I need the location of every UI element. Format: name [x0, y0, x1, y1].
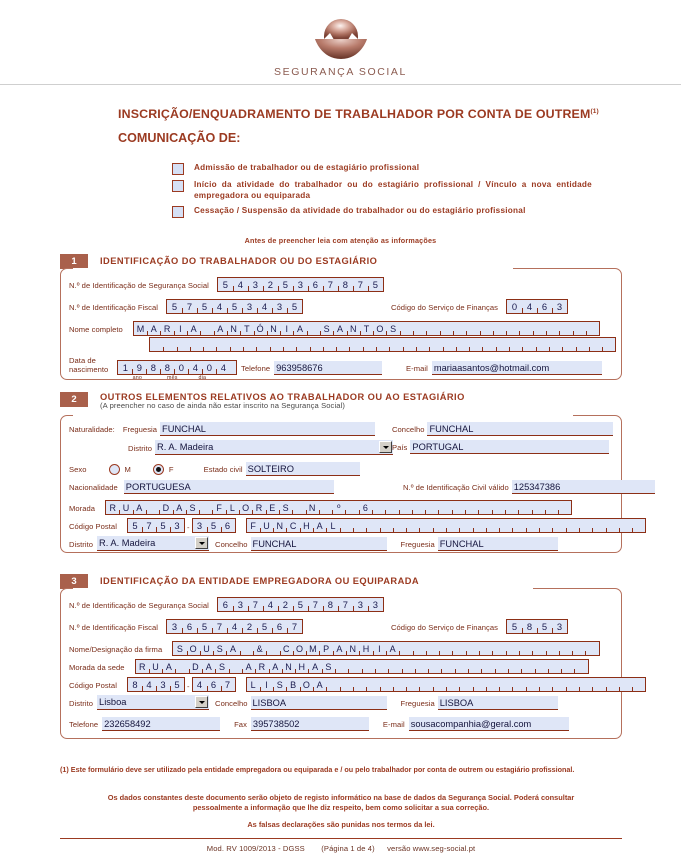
s2-sexo-label: Sexo [69, 464, 87, 474]
section-2-body [60, 415, 622, 553]
s3-cp-localidade[interactable]: L I S B O A [246, 677, 647, 692]
s2-freguesia2-label: Freguesia [400, 540, 435, 549]
footer-meta [60, 844, 622, 853]
s2-distrito-value: R. A. Madeira [157, 442, 214, 452]
option-label: Admissão de trabalhador ou de estagiário profissional [194, 163, 420, 172]
s1-niss-label: N.º de Identificação de Segurança Social [69, 281, 209, 290]
s3-firma-label: Nome/Designação da firma [69, 645, 163, 654]
chevron-down-icon[interactable] [195, 537, 208, 549]
s2-estado-civil-value[interactable]: SOLTEIRO [246, 462, 360, 476]
chevron-down-icon[interactable] [195, 696, 208, 708]
section-1-title: IDENTIFICAÇÃO DO TRABALHADOR OU DO ESTAGIÁRIO [100, 256, 378, 266]
brand-header [0, 6, 681, 78]
s1-mini-dia: dia [198, 375, 207, 381]
s3-nif-value[interactable]: 3 6 5 7 4 2 5 6 7 [166, 619, 303, 634]
s2-distrito-label: Distrito [128, 444, 153, 453]
footer-privacy [60, 793, 622, 830]
s2-freguesia-value[interactable]: FUNCHAL [160, 422, 375, 436]
s1-data-label-1: Data de [69, 356, 96, 365]
s1-niss-value[interactable]: 5 4 3 2 5 3 6 7 8 7 5 [217, 277, 384, 292]
s2-cp-localidade[interactable]: F U N C H A L [246, 518, 647, 533]
s3-distrito-select[interactable] [97, 695, 209, 710]
s3-nif-label: N.º de Identificação Fiscal [69, 623, 158, 632]
s2-morada-label: Morada [69, 504, 96, 513]
checkbox-inicio-atividade[interactable] [172, 180, 184, 192]
s2-concelho-value[interactable]: FUNCHAL [427, 422, 613, 436]
s3-email-label: E-mail [382, 720, 405, 729]
section-3 [60, 573, 622, 739]
footer-note [60, 765, 622, 774]
s3-freguesia-label: Freguesia [400, 699, 435, 708]
s3-fax-label: Fax [234, 720, 247, 729]
radio-sexo-f[interactable] [153, 464, 164, 475]
s3-email-value[interactable]: sousacompanhia@geral.com [409, 717, 569, 731]
s1-email-label: E-mail [406, 364, 428, 373]
header-divider [0, 84, 681, 85]
s3-cp-separator: - [186, 682, 190, 691]
s1-nome-value[interactable]: M A R I A A N T Ó N I A S A N T O S [133, 321, 600, 336]
page-title [118, 107, 599, 121]
s3-morada-label: Morada da sede [69, 663, 125, 672]
page-title-footnote: (1) [590, 107, 599, 115]
s2-distrito-select[interactable] [155, 440, 393, 455]
checkbox-admissao[interactable] [172, 163, 184, 175]
s3-fax-value[interactable]: 395738502 [251, 717, 369, 731]
s2-freguesia-label: Freguesia [122, 425, 158, 434]
s1-telefone-value[interactable]: 963958676 [274, 361, 382, 375]
s2-sexo-f-label: F [168, 464, 174, 474]
s3-niss-label: N.º de Identificação de Segurança Social [69, 601, 209, 610]
section-3-body [60, 588, 622, 739]
s2-sexo-m-label: M [124, 464, 131, 474]
s1-mini-ano: ano [132, 375, 143, 381]
s2-distrito2-select[interactable] [97, 536, 209, 551]
s3-cp-part2[interactable]: 4 6 7 [192, 677, 236, 692]
s2-civil-label: N.º de Identificação Civil válido [403, 483, 509, 492]
s2-pais-value[interactable]: PORTUGAL [410, 440, 609, 454]
section-2-header [60, 392, 622, 416]
s3-telefone-value[interactable]: 232658492 [102, 717, 220, 731]
section-2-subtitle: (A preencher no caso de ainda não estar inscrito na Segurança Social) [100, 401, 345, 410]
s3-concelho-label: Concelho [215, 699, 248, 708]
s3-niss-value[interactable]: 6 3 7 4 2 5 7 8 7 3 3 [217, 597, 384, 612]
s2-cp-label: Código Postal [69, 522, 117, 531]
s3-distrito-label: Distrito [69, 699, 94, 708]
s1-nome-value-line2[interactable] [149, 337, 616, 352]
section-3-header [60, 573, 622, 589]
s2-estado-civil-label: Estado civil [203, 464, 243, 474]
s1-nif-value[interactable]: 5 7 5 4 5 3 4 3 5 [166, 299, 303, 314]
s3-distrito-value: Lisboa [99, 697, 127, 707]
communication-subtitle: COMUNICAÇÃO DE: [118, 131, 241, 145]
option-row[interactable] [172, 163, 592, 175]
section-3-title: IDENTIFICAÇÃO DA ENTIDADE EMPREGADORA OU EQUIPARADA [100, 576, 420, 586]
read-notice: Antes de preencher leia com atenção as informações [244, 236, 437, 245]
s1-financas-value[interactable]: 0 4 6 3 [506, 299, 568, 314]
section-1 [60, 253, 622, 380]
s3-financas-label: Código do Serviço de Finanças [391, 623, 498, 632]
footer-divider [60, 838, 622, 839]
s2-concelho2-label: Concelho [215, 540, 248, 549]
option-label: Início da atividade do trabalhador ou do estagiário profissional / Vínculo a nova entidade empregadora ou equiparada [194, 180, 592, 200]
s2-nacionalidade-value[interactable]: PORTUGUESA [124, 480, 334, 494]
s3-concelho-value[interactable]: LISBOA [251, 696, 387, 710]
section-2-number: 2 [60, 392, 88, 407]
s2-naturalidade-label: Naturalidade: [69, 425, 115, 434]
s2-cp-separator: - [186, 523, 190, 532]
s3-financas-value[interactable]: 5 8 5 3 [506, 619, 568, 634]
footer-privacy-line1: Os dados constantes deste documento serão objeto de registo informático na base de dados da Segurança Social. Poderá consultar [107, 793, 575, 802]
footer-meta-wrap [60, 838, 622, 853]
section-1-number: 1 [60, 254, 88, 269]
s3-cp-part1[interactable]: 8 4 3 5 [127, 677, 185, 692]
s1-telefone-label: Telefone [241, 364, 271, 373]
s1-mini-mes: mês [167, 375, 178, 381]
s2-nacionalidade-label: Nacionalidade [69, 483, 118, 492]
s1-nif-label: N.º de Identificação Fiscal [69, 303, 158, 312]
radio-sexo-m[interactable] [109, 464, 120, 475]
option-row[interactable] [172, 206, 592, 218]
section-3-number: 3 [60, 574, 88, 589]
communication-options [172, 163, 592, 223]
s2-concelho-label: Concelho [392, 425, 425, 434]
chevron-down-icon[interactable] [379, 441, 392, 453]
s2-morada-value[interactable]: R U A D A S F L O R E S N º 6 [105, 500, 572, 515]
option-label: Cessação / Suspensão da atividade do trabalhador ou do estagiário profissional [194, 206, 526, 215]
s1-nome-label: Nome completo [69, 325, 123, 334]
option-row[interactable] [172, 180, 592, 201]
footer-note-text: (1) Este formulário deve ser utilizado pela entidade empregadora ou equiparada e / ou pelo trabalhador por conta de outrem ou estagiário profissional. [60, 765, 575, 774]
brand-name: SEGURANÇA SOCIAL [274, 66, 407, 78]
section-1-header [60, 253, 622, 269]
s3-cp-label: Código Postal [69, 681, 117, 690]
page-title-text: INSCRIÇÃO/ENQUADRAMENTO DE TRABALHADOR POR CONTA DE OUTREM [118, 107, 591, 121]
s1-email-value[interactable]: mariaasantos@hotmail.com [432, 361, 602, 375]
footer-model: Mod. RV 1009/2013 - DGSS [206, 844, 305, 854]
footer-privacy-line2: pessoalmente a informação que lhe diz respeito, bem como solicitar a sua correção. [192, 803, 490, 813]
s3-firma-value[interactable]: S O U S A & C O M P A N H I A [172, 641, 600, 656]
s1-data-label-2: nascimento [69, 365, 109, 374]
footer-warning: As falsas declarações são punidas nos termos da lei. [247, 819, 435, 829]
footer-page: (Página 1 de 4) [321, 844, 375, 854]
s2-concelho2-value[interactable]: FUNCHAL [251, 537, 387, 551]
footer-version: versão www.seg-social.pt [387, 844, 476, 854]
section-2-title: OUTROS ELEMENTOS RELATIVOS AO TRABALHADOR OU AO ESTAGIÁRIO [100, 392, 465, 402]
s1-financas-label: Código do Serviço de Finanças [391, 303, 498, 312]
s1-data-nascimento-value[interactable]: 1 9 8 8 0 4 0 4 [117, 360, 237, 375]
section-1-body [60, 268, 622, 380]
s2-pais-label: País [392, 443, 408, 452]
s3-freguesia-value[interactable]: LISBOA [438, 696, 558, 710]
s2-civil-value[interactable]: 125347386 [512, 480, 655, 494]
s3-morada-value[interactable]: R U A D A S A R A N H A S [135, 659, 589, 674]
s2-distrito2-value: R. A. Madeira [99, 538, 156, 548]
social-security-dome-logo [295, 6, 387, 64]
checkbox-cessacao-suspensao[interactable] [172, 206, 184, 218]
section-2 [60, 392, 622, 553]
s2-cp-part1[interactable]: 5 7 5 3 [127, 518, 185, 533]
s2-freguesia2-value[interactable]: FUNCHAL [438, 537, 558, 551]
s2-cp-part2[interactable]: 3 5 6 [192, 518, 236, 533]
s2-distrito2-label: Distrito [69, 540, 94, 549]
s3-telefone-label: Telefone [69, 720, 99, 729]
